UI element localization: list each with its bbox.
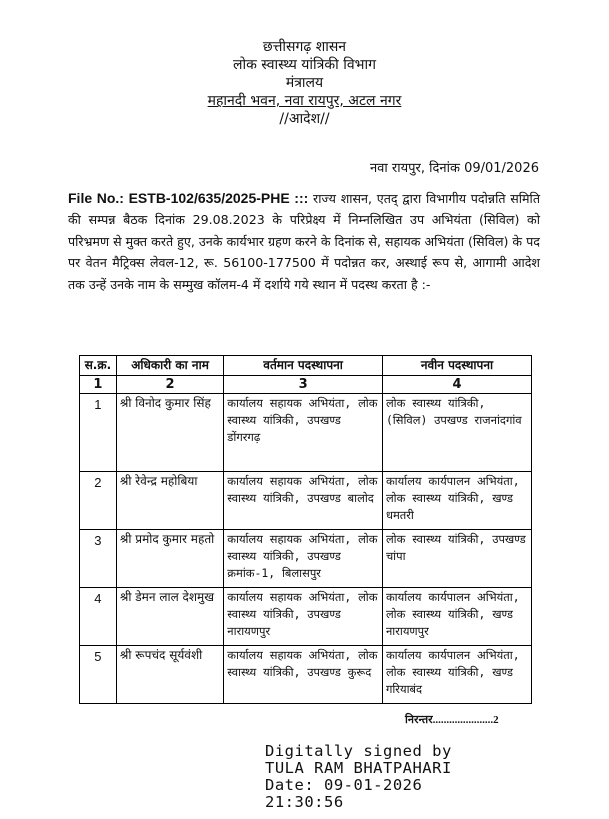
continued-marker: निरन्तर......................2 [405,714,499,726]
col-number: 2 [116,376,223,394]
header-officer-name: अधिकारी का नाम [116,356,223,376]
signature-name: TULA RAM BHATPAHARI [265,759,452,777]
row-current-posting: कार्यालय सहायक अभियंता, लोक स्वास्थ्य यांत्रिकी, उपखण्ड डोंगरगढ़ [224,394,383,472]
header-new-posting: नवीन पदस्थापना [382,356,531,376]
table-row [80,472,532,530]
row-current-posting: कार्यालय सहायक अभियंता, लोक स्वास्थ्य यांत्रिकी, उपखण्ड कुरूद [224,646,383,704]
row-officer-name: श्री विनोद कुमार सिंह [116,394,223,472]
row-current-posting: कार्यालय सहायक अभियंता, लोक स्वास्थ्य यांत्रिकी, उपखण्ड नारायणपुर [224,588,383,646]
header-sn: स.क्र. [80,356,117,376]
col-number: 1 [80,376,117,394]
row-sn: 5 [80,646,117,704]
file-number: File No.: ESTB-102/635/2025-PHE ::: [68,190,309,206]
row-officer-name: श्री रेवेन्द्र महोबिया [116,472,223,530]
row-new-posting: लोक स्वास्थ्य यांत्रिकी, (सिविल) उपखण्ड राजनांदगांव [382,394,531,472]
row-new-posting: कार्यालय कार्यपालन अभियंता, लोक स्वास्थ्य यांत्रिकी, खण्ड नारायणपुर [382,588,531,646]
col-number: 4 [382,376,531,394]
order-paragraph [68,188,540,295]
row-sn: 2 [80,472,117,530]
order-text: राज्य शासन, एतद् द्वारा विभागीय पदोन्नति समिति की सम्पन्न बैठक दिनांक 29.08.2023 के परिप्रेक्ष्य में निम्नलिखित उप अभियंता (सिविल) को परिभ्रमण से मुक्त करते हुए, उनके कार्यभार ग्रहण करने के दिनांक से, सहायक अभियंता (सिविल) के पद पर वेतन मैट्रिक्स लेवल-12, रू. 56100-177500 में पदोन्नत कर, अस्थाई रूप से, आगामी आदेश तक उन्हें उनके नाम के सम्मुख कॉलम-4 में दर्शाये गये स्थान में पदस्थ करता है :- [68,191,540,292]
column-number-row [80,376,532,394]
digital-signature [265,743,452,811]
state-name: छत्तीसगढ़ शासन [262,39,347,55]
col-number: 3 [224,376,383,394]
row-sn: 4 [80,588,117,646]
table-row [80,588,532,646]
row-current-posting: कार्यालय सहायक अभियंता, लोक स्वास्थ्य यांत्रिकी, उपखण्ड क्रमांक-1, बिलासपुर [224,530,383,588]
row-new-posting: लोक स्वास्थ्य यांत्रिकी, उपखण्ड चांपा [382,530,531,588]
posting-table [79,355,532,704]
row-sn: 1 [80,394,117,472]
signature-date: Date: 09-01-2026 [265,776,423,794]
date-line: नवा रायपुर, दिनांक 09/01/2026 [369,161,539,176]
header-current-posting: वर्तमान पदस्थापना [224,356,383,376]
row-new-posting: कार्यालय कार्यपालन अभियंता, लोक स्वास्थ्य यांत्रिकी, खण्ड धमतरी [382,472,531,530]
table-row [80,394,532,472]
row-new-posting: कार्यालय कार्यपालन अभियंता, लोक स्वास्थ्य यांत्रिकी, खण्ड गरियाबंद [382,646,531,704]
row-sn: 3 [80,530,117,588]
order-title: //आदेश// [279,111,330,127]
department-name: लोक स्वास्थ्य यांत्रिकी विभाग [232,57,376,73]
row-officer-name: श्री रूपचंद सूर्यवंशी [116,646,223,704]
table-row [80,530,532,588]
row-officer-name: श्री डेमन लाल देशमुख [116,588,223,646]
row-current-posting: कार्यालय सहायक अभियंता, लोक स्वास्थ्य यांत्रिकी, उपखण्ड बालोद [224,472,383,530]
row-officer-name: श्री प्रमोद कुमार महतो [116,530,223,588]
ministry-name: मंत्रालय [285,75,324,91]
document-header [0,38,609,128]
table-row [80,646,532,704]
signature-time: 21:30:56 [265,793,344,811]
office-address: महानदी भवन, नवा रायपुर, अटल नगर [207,93,402,109]
table-header-row [80,356,532,376]
signature-line: Digitally signed by [265,742,452,760]
